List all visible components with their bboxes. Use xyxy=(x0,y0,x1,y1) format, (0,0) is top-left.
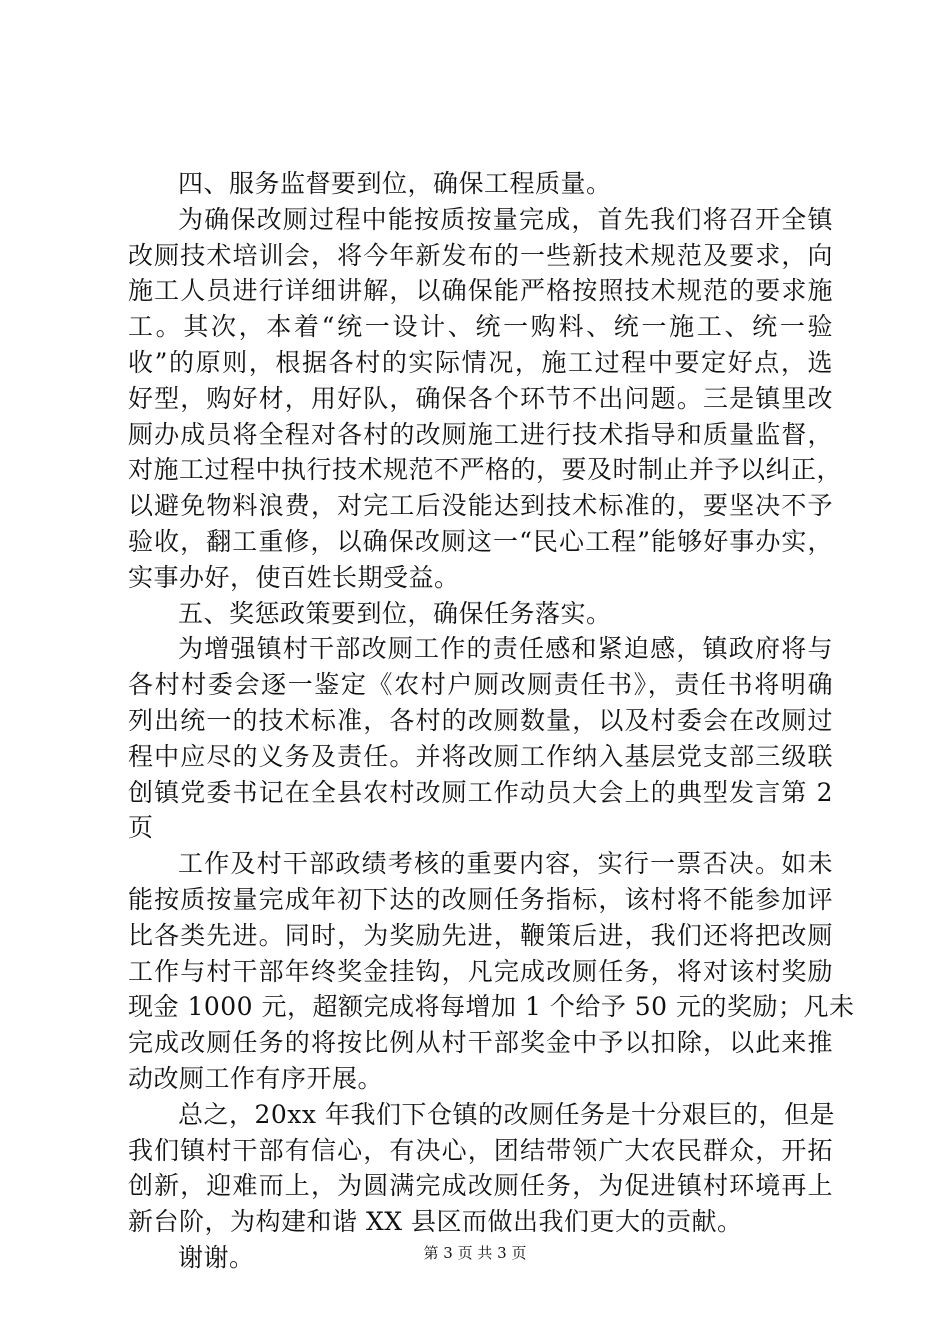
paragraph-line: 为确保改厕过程中能按质按量完成，首先我们将召开全镇 xyxy=(178,204,833,234)
paragraph-line: 新台阶，为构建和谐 XX 县区而做出我们更大的贡献。 xyxy=(128,1207,743,1237)
paragraph-line: 改厕技术培训会，将今年新发布的一些新技术规范及要求，向 xyxy=(128,240,833,270)
paragraph-line: 工作与村干部年终奖金挂钩，凡完成改厕任务，将对该村奖励 xyxy=(128,956,833,986)
paragraph-line: 对施工过程中执行技术规范不严格的，要及时制止并予以纠正， xyxy=(128,455,843,485)
page-footer: 第 3 页 共 3 页 xyxy=(423,1244,527,1262)
paragraph-line: 动改厕工作有序开展。 xyxy=(128,1063,384,1093)
paragraph-line: 总之，20xx 年我们下仓镇的改厕任务是十分艰巨的，但是 xyxy=(178,1099,835,1129)
paragraph-line: 好型，购好材，用好队，确保各个环节不出问题。三是镇里改 xyxy=(128,383,833,413)
paragraph-line: 为增强镇村干部改厕工作的责任感和紧迫感，镇政府将与 xyxy=(178,634,833,664)
paragraph-line: 比各类先进。同时，为奖励先进，鞭策后进，我们还将把改厕 xyxy=(128,920,833,950)
paragraph-line: 能按质按量完成年初下达的改厕任务指标，该村将不能参加评 xyxy=(128,884,833,914)
paragraph-line: 页 xyxy=(128,813,154,843)
paragraph-line: 我们镇村干部有信心，有决心，团结带领广大农民群众，开拓 xyxy=(128,1135,833,1165)
paragraph-line: 收”的原则，根据各村的实际情况，施工过程中要定好点，选 xyxy=(128,347,833,377)
paragraph-line: 以避免物料浪费，对完工后没能达到技术标准的，要坚决不予 xyxy=(128,491,833,521)
paragraph-line: 实事办好，使百姓长期受益。 xyxy=(128,562,460,592)
paragraph-line: 创镇党委书记在全县农村改厕工作动员大会上的典型发言第 2 xyxy=(128,777,833,807)
paragraph-line: 现金 1000 元，超额完成将每增加 1 个给予 50 元的奖励；凡未 xyxy=(128,992,855,1022)
paragraph-line: 完成改厕任务的将按比例从村干部奖金中予以扣除，以此来推 xyxy=(128,1028,833,1058)
paragraph-line: 厕办成员将全程对各村的改厕施工进行技术指导和质量监督， xyxy=(128,419,833,449)
paragraph-line: 验收，翻工重修，以确保改厕这一“民心工程”能够好事办实， xyxy=(128,526,833,556)
document-body xyxy=(128,166,855,1276)
section-heading-4: 四、服务监督要到位，确保工程质量。 xyxy=(178,169,612,198)
paragraph-line: 程中应尽的义务及责任。并将改厕工作纳入基层党支部三级联 xyxy=(128,741,833,771)
paragraph-line: 施工人员进行详细讲解，以确保能严格按照技术规范的要求施 xyxy=(128,276,833,306)
paragraph-line: 各村村委会逐一鉴定《农村户厕改厕责任书》，责任书将明确 xyxy=(128,670,833,700)
section-heading-5: 五、奖惩政策要到位，确保任务落实。 xyxy=(178,598,612,628)
paragraph-line: 工作及村干部政绩考核的重要内容，实行一票否决。如未 xyxy=(178,849,833,879)
paragraph-line: 工。其次，本着“统一设计、统一购料、统一施工、统一验 xyxy=(128,312,833,342)
closing-thanks: 谢谢。 xyxy=(178,1242,255,1272)
paragraph-line: 列出统一的技术标准，各村的改厕数量，以及村委会在改厕过 xyxy=(128,705,833,735)
paragraph-line: 创新，迎难而上，为圆满完成改厕任务，为促进镇村环境再上 xyxy=(128,1171,833,1201)
